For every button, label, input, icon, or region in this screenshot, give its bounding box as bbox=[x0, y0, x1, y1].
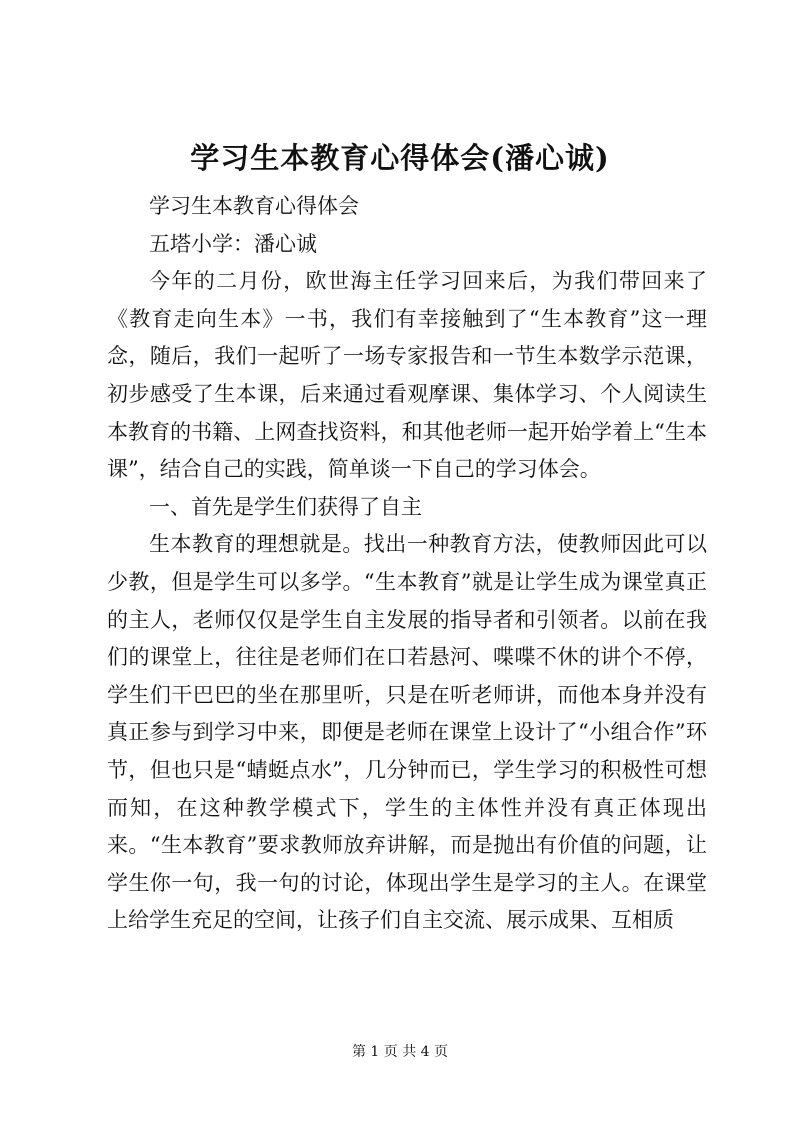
paragraph-author: 五塔小学：潘心诚 bbox=[149, 231, 317, 256]
paragraph-subtitle: 学习生本教育心得体会 bbox=[149, 194, 359, 218]
document-body bbox=[107, 188, 707, 940]
paragraph-section-1: 生本教育的理想就是。找出一种教育方法，使教师因此可以少教，但是学生可以多学。“生本教育”就是让学生成为课堂真正的主人，老师仅仅是学生自主发展的指导者和引领者。以前在我们的课堂上，往往是老师们在口若悬河、喋喋不休的讲个不停，学生们干巴巴的坐在那里听，只是在听老师讲，而他本身并没有真正参与到学习中来，即便是老师在课堂上设计了“小组合作”环节，但也只是“蜻蜓点水”，几分钟而已，学生学习的积极性可想而知，在这种教学模式下，学生的主体性并没有真正体现出来。“生本教育”要求教师放弃讲解，而是抛出有价值的问题，让学生你一句，我一句的讨论，体现出学生是学习的主人。在课堂上给学生充足的空间，让孩子们自主交流、展示成果、互相质 bbox=[107, 532, 707, 933]
document-title: 学习生本教育心得体会(潘心诚) bbox=[190, 141, 610, 175]
paragraph-heading-1: 一、首先是学生们获得了自主 bbox=[149, 494, 422, 519]
page-footer: 第 1 页 共 4 页 bbox=[351, 1044, 449, 1060]
paragraph-intro: 今年的二月份，欧世海主任学习回来后，为我们带回来了《教育走向生本》一书，我们有幸接触到了“生本教育”这一理念，随后，我们一起听了一场专家报告和一节生本数学示范课，初步感受了生本课，后来通过看观摩课、集体学习、个人阅读生本教育的书籍、上网查找资料，和其他老师一起开始学着上“生本课”，结合自己的实践，简单谈一下自己的学习体会。 bbox=[107, 269, 707, 482]
